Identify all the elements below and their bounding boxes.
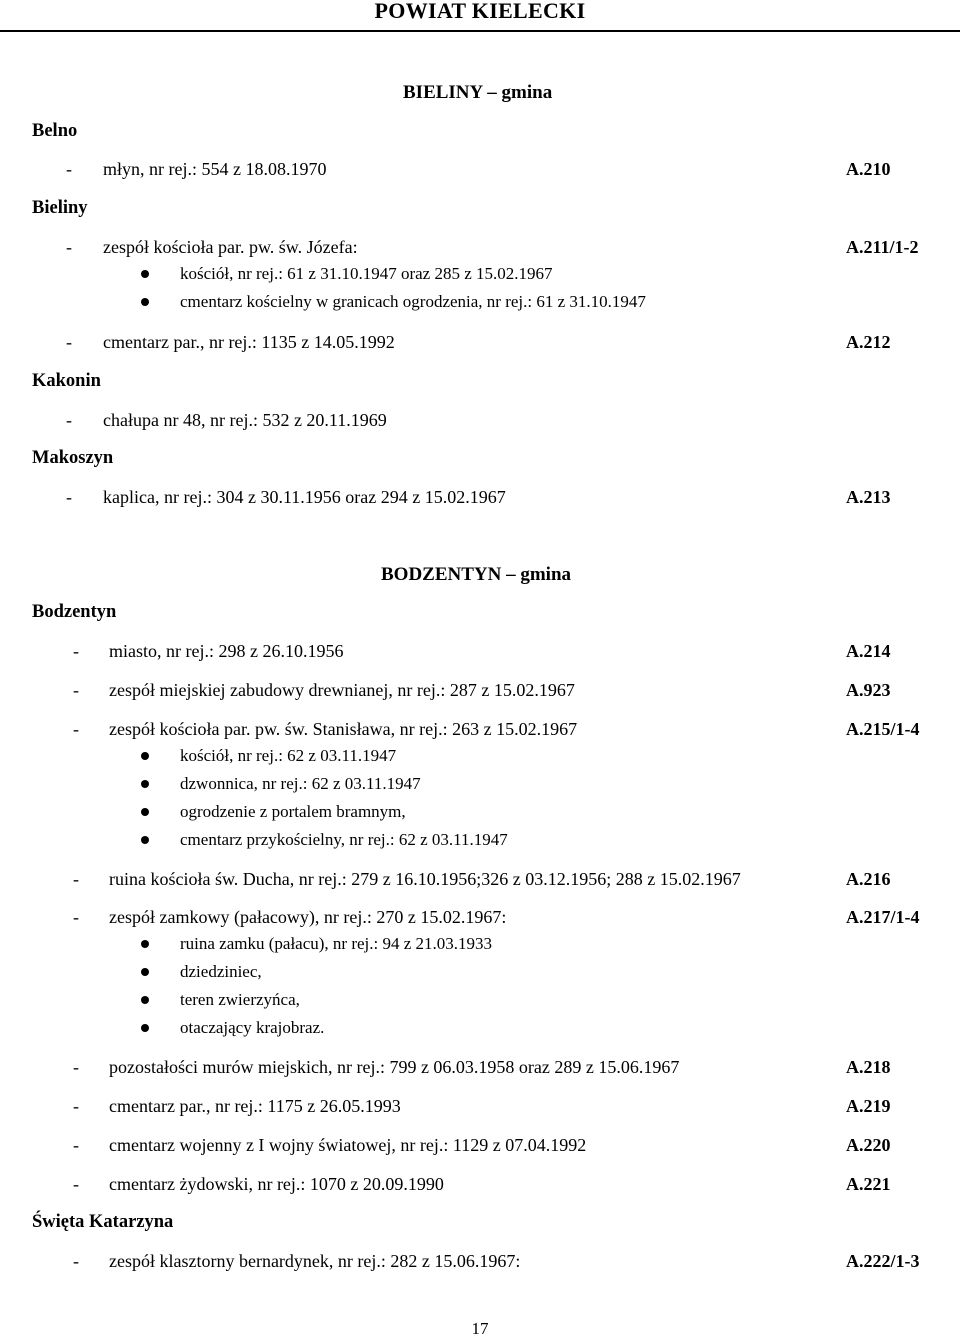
entry-dash: - bbox=[73, 1135, 79, 1155]
register-code: A.221 bbox=[846, 1174, 891, 1194]
entry-text: cmentarz par., nr rej.: 1135 z 14.05.1992 bbox=[103, 332, 395, 352]
entry-dash: - bbox=[73, 1174, 79, 1194]
place-kakonin: Kakonin bbox=[32, 371, 101, 391]
entry-text: chałupa nr 48, nr rej.: 532 z 20.11.1969 bbox=[103, 410, 387, 430]
entry-dash: - bbox=[73, 869, 79, 889]
register-code: A.212 bbox=[846, 332, 891, 352]
register-code: A.216 bbox=[846, 869, 891, 889]
bullet-icon bbox=[141, 752, 149, 760]
register-code: A.213 bbox=[846, 487, 891, 507]
entry-dash: - bbox=[73, 680, 79, 700]
entry-dash: - bbox=[73, 1251, 79, 1271]
entry-dash: - bbox=[66, 332, 72, 352]
entry-text: ruina kościoła św. Ducha, nr rej.: 279 z 16.10.1956;326 z 03.12.1956; 288 z 15.02.1967 bbox=[109, 869, 741, 889]
entry-dash: - bbox=[73, 907, 79, 927]
bullet-icon bbox=[141, 996, 149, 1004]
sub-item: ogrodzenie z portalem bramnym, bbox=[180, 802, 406, 821]
register-code: A.219 bbox=[846, 1096, 891, 1116]
entry-dash: - bbox=[73, 719, 79, 739]
entry-text: cmentarz żydowski, nr rej.: 1070 z 20.09.1990 bbox=[109, 1174, 444, 1194]
entry-dash: - bbox=[66, 410, 72, 430]
bullet-icon bbox=[141, 968, 149, 976]
sub-item: kościół, nr rej.: 62 z 03.11.1947 bbox=[180, 746, 397, 765]
entry-text: kaplica, nr rej.: 304 z 30.11.1956 oraz 294 z 15.02.1967 bbox=[103, 487, 506, 507]
sub-item: kościół, nr rej.: 61 z 31.10.1947 oraz 285 z 15.02.1967 bbox=[180, 264, 553, 283]
register-code: A.211/1-2 bbox=[846, 237, 919, 257]
bullet-icon bbox=[141, 836, 149, 844]
sub-item: cmentarz przykościelny, nr rej.: 62 z 03.11.1947 bbox=[180, 830, 508, 849]
entry-text: młyn, nr rej.: 554 z 18.08.1970 bbox=[103, 159, 327, 179]
entry-text: zespół miejskiej zabudowy drewnianej, nr rej.: 287 z 15.02.1967 bbox=[109, 680, 575, 700]
register-code: A.923 bbox=[846, 680, 891, 700]
entry-dash: - bbox=[66, 487, 72, 507]
entry-text: zespół zamkowy (pałacowy), nr rej.: 270 z 15.02.1967: bbox=[109, 907, 507, 927]
gmina-heading-bodzentyn: BODZENTYN – gmina bbox=[381, 564, 572, 585]
entry-text: cmentarz par., nr rej.: 1175 z 26.05.1993 bbox=[109, 1096, 401, 1116]
register-code: A.214 bbox=[846, 641, 891, 661]
bullet-icon bbox=[141, 1024, 149, 1032]
bullet-icon bbox=[141, 808, 149, 816]
entry-text: zespół klasztorny bernardynek, nr rej.: 282 z 15.06.1967: bbox=[109, 1251, 521, 1271]
entry-dash: - bbox=[66, 159, 72, 179]
place-swieta-katarzyna: Święta Katarzyna bbox=[32, 1212, 174, 1232]
place-bieliny: Bieliny bbox=[32, 198, 88, 218]
register-code: A.210 bbox=[846, 159, 891, 179]
register-code: A.218 bbox=[846, 1057, 891, 1077]
entry-text: pozostałości murów miejskich, nr rej.: 799 z 06.03.1958 oraz 289 z 15.06.1967 bbox=[109, 1057, 680, 1077]
sub-item: dziedziniec, bbox=[180, 962, 262, 981]
header-rule bbox=[0, 30, 960, 32]
gmina-heading-bieliny: BIELINY – gmina bbox=[403, 82, 553, 103]
sub-item: cmentarz kościelny w granicach ogrodzenia, nr rej.: 61 z 31.10.1947 bbox=[180, 292, 646, 311]
bullet-icon bbox=[141, 270, 149, 278]
register-code: A.217/1-4 bbox=[846, 907, 920, 927]
entry-text: miasto, nr rej.: 298 z 26.10.1956 bbox=[109, 641, 344, 661]
page-number: 17 bbox=[471, 1319, 489, 1338]
entry-dash: - bbox=[73, 1057, 79, 1077]
place-belno: Belno bbox=[32, 121, 78, 141]
sub-item: teren zwierzyńca, bbox=[180, 990, 300, 1009]
sub-item: dzwonnica, nr rej.: 62 z 03.11.1947 bbox=[180, 774, 421, 793]
entry-text: zespół kościoła par. pw. św. Józefa: bbox=[103, 237, 358, 257]
bullet-icon bbox=[141, 298, 149, 306]
bullet-icon bbox=[141, 780, 149, 788]
entry-dash: - bbox=[66, 237, 72, 257]
bullet-icon bbox=[141, 940, 149, 948]
sub-item: ruina zamku (pałacu), nr rej.: 94 z 21.03.1933 bbox=[180, 934, 493, 953]
place-bodzentyn: Bodzentyn bbox=[32, 602, 117, 622]
entry-text: cmentarz wojenny z I wojny światowej, nr rej.: 1129 z 07.04.1992 bbox=[109, 1135, 587, 1155]
entry-dash: - bbox=[73, 1096, 79, 1116]
register-code: A.220 bbox=[846, 1135, 891, 1155]
sub-item: otaczający krajobraz. bbox=[180, 1018, 325, 1037]
register-code: A.222/1-3 bbox=[846, 1251, 920, 1271]
entry-text: zespół kościoła par. pw. św. Stanisława, nr rej.: 263 z 15.02.1967 bbox=[109, 719, 578, 739]
register-code: A.215/1-4 bbox=[846, 719, 920, 739]
page-title: POWIAT KIELECKI bbox=[374, 0, 586, 23]
place-makoszyn: Makoszyn bbox=[32, 448, 114, 468]
entry-dash: - bbox=[73, 641, 79, 661]
